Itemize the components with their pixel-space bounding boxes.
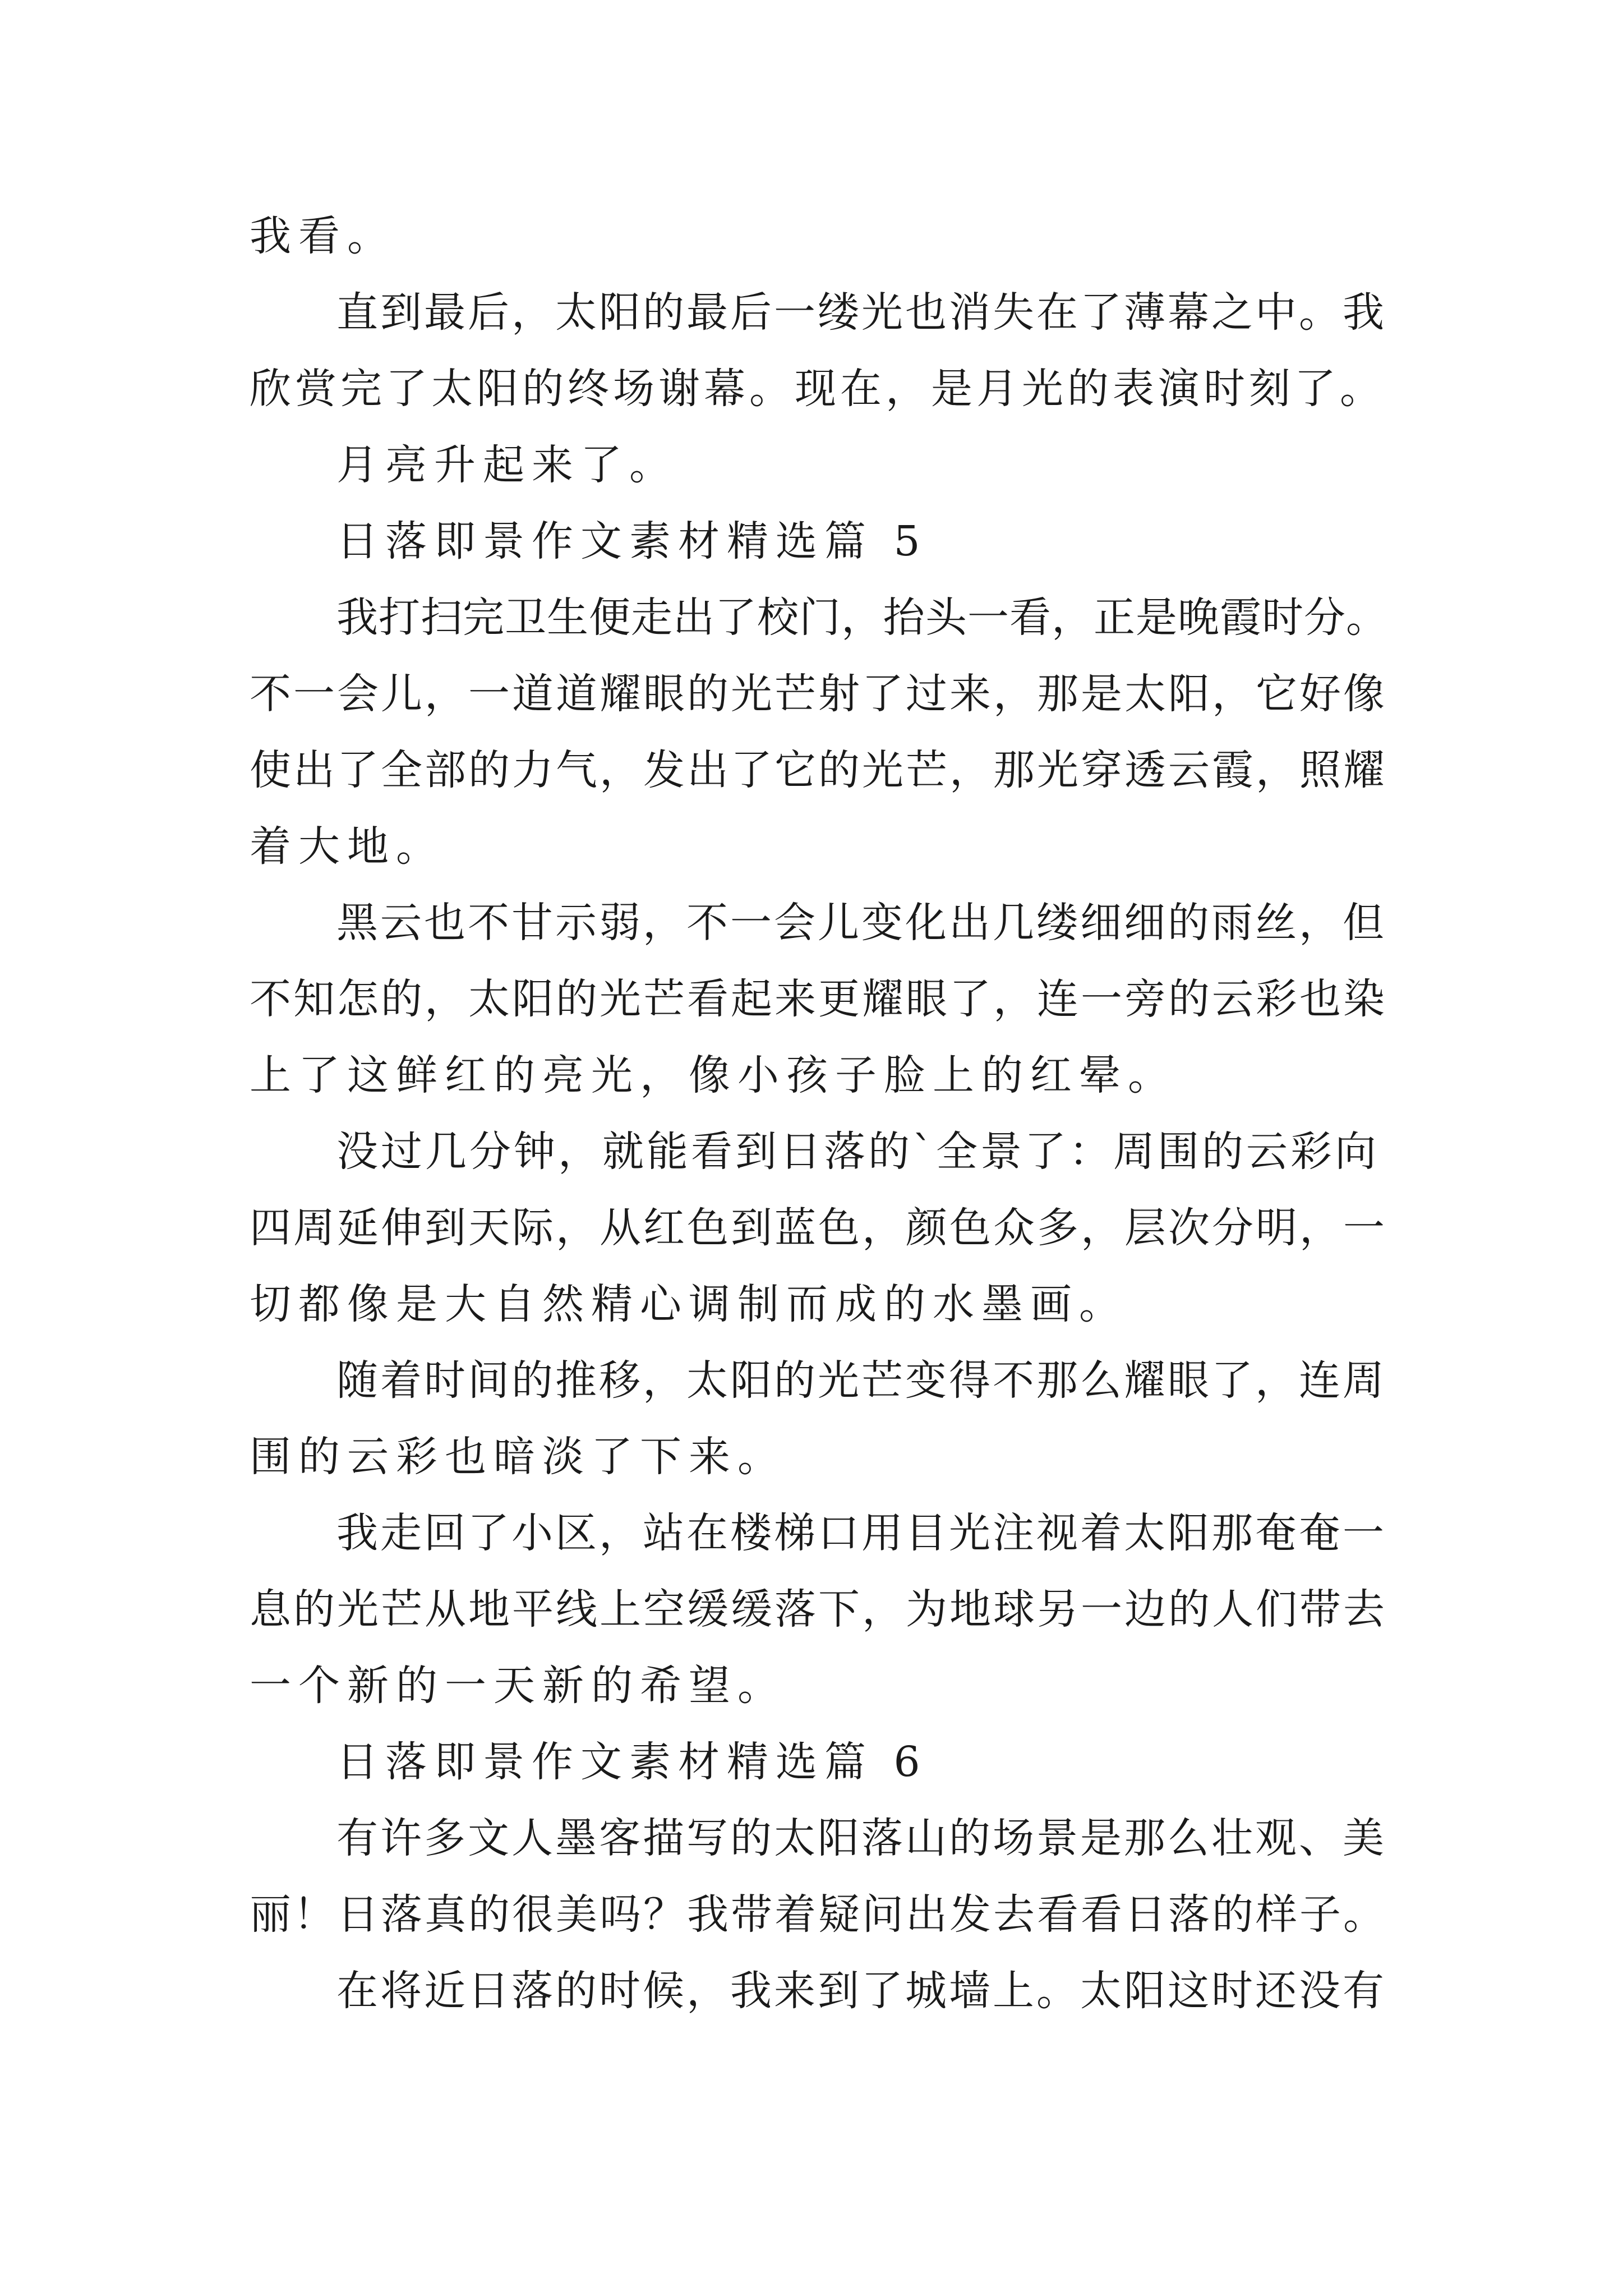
text-line: 欣赏完了太阳的终场谢幕。现在，是月光的表演时刻了。 [250, 365, 1385, 413]
text-line: 我打扫完卫生便走出了校门，抬头一看，正是晚霞时分。 [336, 593, 1388, 642]
text-line: 丽！日落真的很美吗？我带着疑问出发去看看日落的样子。 [250, 1890, 1387, 1939]
text-line: 四周延伸到天际，从红色到蓝色，颜色众多，层次分明，一 [250, 1204, 1387, 1252]
text-line: 直到最后，太阳的最后一缕光也消失在了薄幕之中。我 [336, 288, 1386, 337]
text-line: 使出了全部的力气，发出了它的光芒，那光穿透云霞，照耀 [250, 746, 1387, 794]
text-line: 上了这鲜红的亮光，像小孩子脸上的红晕。 [250, 1051, 1177, 1099]
text-line: 在将近日落的时候，我来到了城墙上。太阳这时还没有 [336, 1967, 1386, 2015]
text-line: 切都像是大自然精心调制而成的水墨画。 [250, 1280, 1128, 1328]
section-heading: 日落即景作文素材精选篇 5 [336, 517, 928, 565]
text-line: 有许多文人墨客描写的太阳落山的场景是那么壮观、美 [336, 1814, 1386, 1862]
text-line: 月亮升起来了。 [336, 441, 678, 489]
text-line: 不知怎的，太阳的光芒看起来更耀眼了，连一旁的云彩也染 [250, 975, 1387, 1023]
text-line: 随着时间的推移，太阳的光芒变得不那么耀眼了，连周 [336, 1356, 1386, 1405]
text-line: 我看。 [250, 212, 396, 260]
text-line: 黑云也不甘示弱，不一会儿变化出几缕细细的雨丝，但 [336, 899, 1386, 947]
text-line: 我走回了小区，站在楼梯口用目光注视着太阳那奄奄一 [336, 1509, 1386, 1557]
text-line: 着大地。 [250, 822, 445, 871]
text-line: 一个新的一天新的希望。 [250, 1662, 786, 1710]
text-line: 不一会儿，一道道耀眼的光芒射了过来，那是太阳，它好像 [250, 670, 1387, 718]
text-line: 息的光芒从地平线上空缓缓落下，为地球另一边的人们带去 [250, 1585, 1387, 1634]
text-line: 围的云彩也暗淡了下来。 [250, 1433, 786, 1481]
text-line: 没过几分钟，就能看到日落的`全景了：周围的云彩向 [336, 1128, 1379, 1176]
section-heading: 日落即景作文素材精选篇 6 [336, 1738, 928, 1786]
